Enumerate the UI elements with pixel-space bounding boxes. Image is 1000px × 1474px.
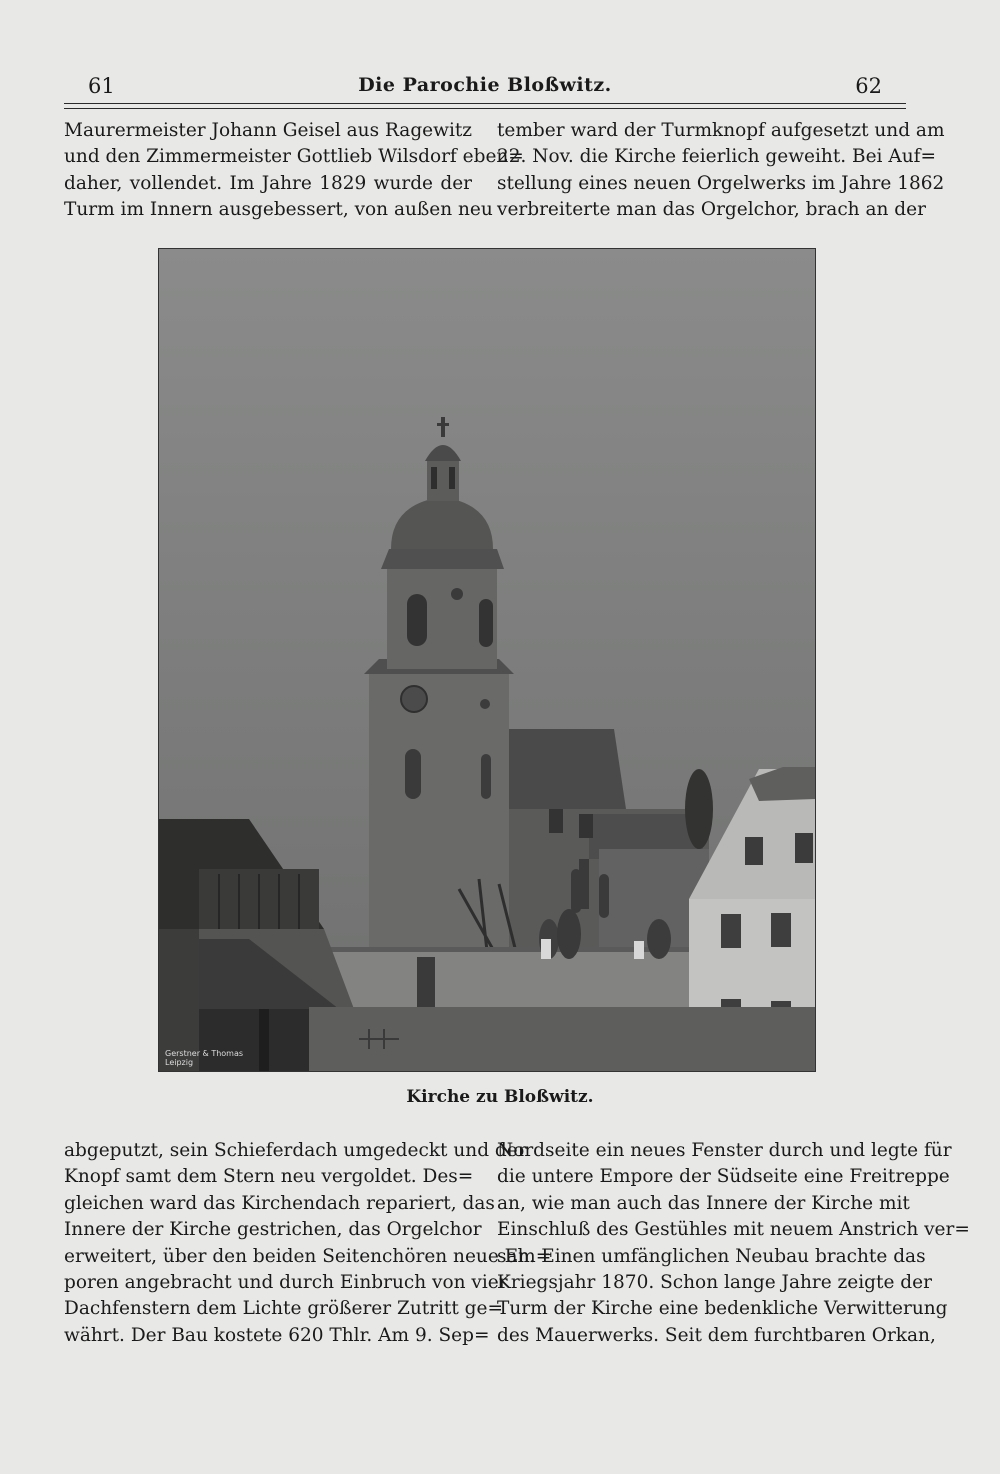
- printer-mark: [165, 1049, 243, 1067]
- text-line: stellung eines neuen Orgelwerks im Jahre 1862: [497, 172, 945, 194]
- text-line: erweitert, über den beiden Seitenchören neue Em=: [64, 1245, 552, 1267]
- text-line: verbreiterte man das Orgelchor, brach an der: [497, 199, 926, 221]
- text-column-bottom-left: [64, 1138, 552, 1349]
- text-line: gleichen ward das Kirchendach repariert, das: [64, 1192, 495, 1214]
- text-line: des Mauerwerks. Seit dem furchtbaren Orkan,: [497, 1324, 936, 1346]
- tower-clock: [401, 686, 427, 712]
- running-title: Die Parochie Bloßwitz.: [358, 74, 612, 96]
- church-illustration: [159, 249, 815, 1071]
- text-line: Knopf samt dem Stern neu vergoldet. Des=: [64, 1166, 474, 1188]
- text-column-bottom-right: [497, 1138, 970, 1349]
- text-line: Innere der Kirche gestrichen, das Orgelchor: [64, 1219, 482, 1241]
- text-line: und den Zimmermeister Gottlieb Wilsdorf eben=: [64, 146, 524, 168]
- figure-caption: Kirche zu Bloßwitz.: [406, 1087, 594, 1107]
- text-column-top-right: [497, 118, 945, 224]
- text-line: währt. Der Bau kostete 620 Thlr. Am 9. Sep=: [64, 1324, 490, 1346]
- text-line: Einschluß des Gestühles mit neuem Anstrich ver=: [497, 1219, 970, 1241]
- page-header: [64, 74, 906, 104]
- text-line: an, wie man auch das Innere der Kirche mit: [497, 1192, 910, 1214]
- text-line: Turm der Kirche eine bedenkliche Verwitterung: [497, 1298, 948, 1320]
- text-line: abgeputzt, sein Schieferdach umgedeckt und der: [64, 1140, 527, 1161]
- header-rule: [64, 103, 906, 104]
- text-line: tember ward der Turmknopf aufgesetzt und am: [497, 120, 945, 141]
- page-number-right: 62: [855, 74, 882, 98]
- printer-mark-line: Gerstner & Thomas: [165, 1049, 244, 1058]
- tower-base: [369, 669, 509, 969]
- text-column-top-left: [64, 118, 524, 224]
- text-line: Dachfenstern dem Lichte größerer Zutritt ge=: [64, 1298, 503, 1320]
- text-line: Maurermeister Johann Geisel aus Ragewitz: [64, 120, 473, 141]
- text-line: sah. Einen umfänglichen Neubau brachte das: [497, 1245, 926, 1267]
- text-line: Nordseite ein neues Fenster durch und legte für: [497, 1140, 952, 1161]
- text-line: poren angebracht und durch Einbruch von vier: [64, 1272, 508, 1294]
- header-rule-thin: [64, 108, 906, 109]
- page-number-left: 61: [88, 74, 115, 98]
- text-line: Turm im Innern ausgebessert, von außen neu: [64, 199, 493, 221]
- text-line: daher, vollendet. Im Jahre 1829 wurde der: [64, 172, 472, 194]
- text-line: 22. Nov. die Kirche feierlich geweiht. Bei Auf=: [497, 146, 936, 168]
- text-line: die untere Empore der Südseite eine Freitreppe: [497, 1166, 950, 1188]
- church-photograph: [158, 248, 816, 1072]
- text-line: Kriegsjahr 1870. Schon lange Jahre zeigte der: [497, 1272, 932, 1294]
- printer-mark-line: Leipzig: [165, 1058, 194, 1067]
